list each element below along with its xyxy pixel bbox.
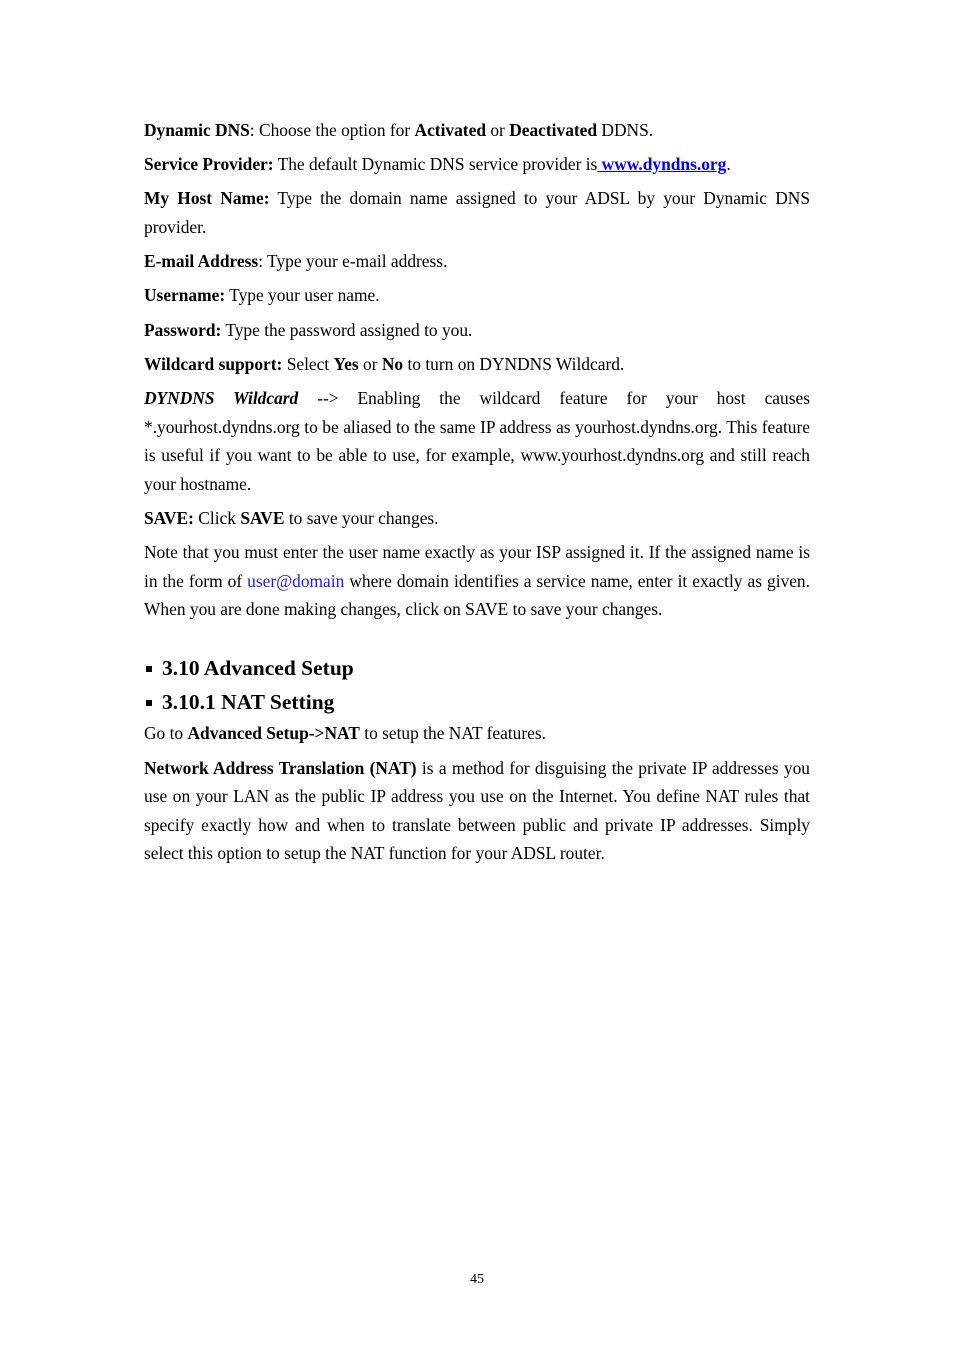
user-domain-text: user@domain bbox=[247, 570, 345, 591]
square-bullet-icon bbox=[146, 666, 152, 672]
nat-para: Network Address Translation (NAT) is a method for disguising the private IP addresses you use on your LAN as the public IP address you use on the Internet. You define NAT rules that specify exactly how and when to translate between public and private IP addresses. Simply select this option to setup the NAT function for your ADSL router. bbox=[144, 757, 810, 864]
password-para: Password: Type the password assigned to you. bbox=[144, 319, 473, 340]
page-number: 45 bbox=[470, 1272, 484, 1287]
email-para: E-mail Address: Type your e-mail address. bbox=[144, 251, 448, 272]
service-provider-para: Service Provider: The default Dynamic DNS service provider is www.dyndns.org. bbox=[144, 154, 731, 175]
note-para: Note that you must enter the user name exactly as your ISP assigned it. If the assigned name is in the form of user@domain where domain identifies a service name, enter it exactly as given. When you are done making changes, click on SAVE to save your changes. bbox=[144, 542, 810, 620]
section-heading-nat-setting: 3.10.1 NAT Setting bbox=[144, 685, 810, 719]
host-name-para: My Host Name: Type the domain name assigned to your ADSL by your Dynamic DNS provider. bbox=[144, 188, 810, 237]
section-gap bbox=[144, 629, 810, 651]
document-body bbox=[144, 116, 810, 874]
dynamic-dns-para: Dynamic DNS: Choose the option for Activated or Deactivated DDNS. bbox=[144, 120, 654, 140]
square-bullet-icon bbox=[146, 700, 152, 706]
section-heading-advanced-setup: 3.10 Advanced Setup bbox=[144, 651, 810, 685]
username-para: Username: Type your user name. bbox=[144, 285, 380, 306]
goto-para: Go to Advanced Setup->NAT to setup the NAT features. bbox=[144, 723, 546, 744]
wildcard-support-para: Wildcard support: Select Yes or No to turn on DYNDNS Wildcard. bbox=[144, 353, 625, 374]
dyndns-link[interactable]: www.dyndns.org bbox=[597, 154, 727, 175]
dyndns-wildcard-para: DYNDNS Wildcard --> Enabling the wildcard feature for your host causes *.yourhost.dyndns.org to be aliased to the same IP address as yourhost.dyndns.org. This feature is useful if you want to be able to use, for example, www.yourhost.dyndns.org and still reach your hostname. bbox=[144, 387, 810, 494]
save-para: SAVE: Click SAVE to save your changes. bbox=[144, 507, 439, 528]
